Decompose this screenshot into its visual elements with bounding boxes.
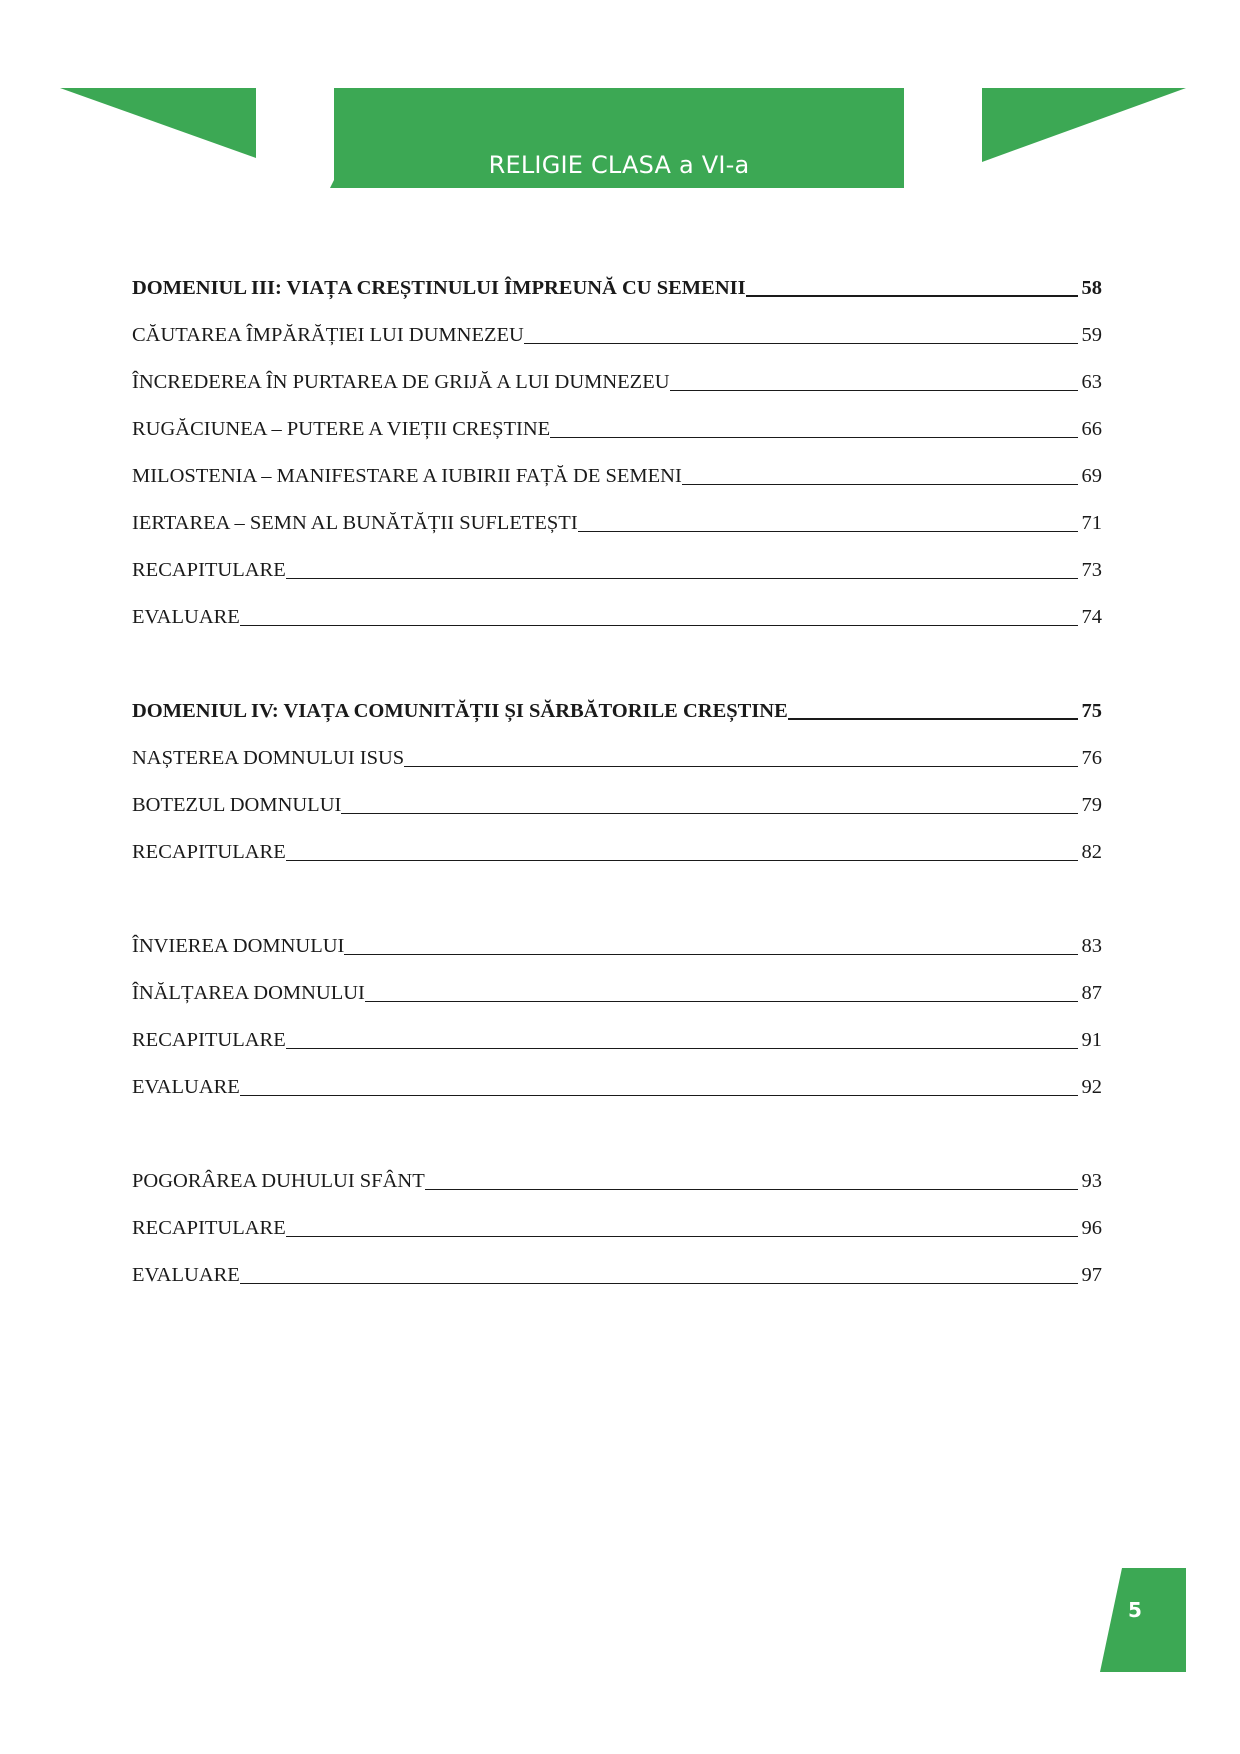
header-right-wedge — [982, 88, 1186, 162]
toc-page-number: 74 — [1081, 606, 1102, 628]
toc-page-number: 66 — [1081, 418, 1102, 440]
toc-entry-title: RECAPITULARE — [132, 559, 286, 581]
toc-entry-title: EVALUARE — [132, 606, 240, 628]
toc-entry — [132, 959, 1102, 1006]
toc-leader-line — [578, 530, 1078, 532]
toc-page-number: 69 — [1081, 465, 1102, 487]
toc-leader-line — [341, 812, 1078, 814]
toc-leader-line — [788, 717, 1078, 720]
toc-entry-title: ÎNĂLȚAREA DOMNULUI — [132, 982, 365, 1004]
toc-entry — [132, 301, 1102, 348]
toc-entry-title: IERTAREA – SEMN AL BUNĂTĂȚII SUFLETEȘTI — [132, 512, 578, 534]
toc-page-number: 93 — [1081, 1170, 1102, 1192]
toc-page-number: 91 — [1081, 1029, 1102, 1051]
toc-entry — [132, 771, 1102, 818]
toc-domain-heading — [132, 677, 1102, 724]
toc-entry-title: ÎNCREDEREA ÎN PURTAREA DE GRIJĂ A LUI DUMNEZEU — [132, 371, 670, 393]
toc-section — [132, 677, 1102, 865]
toc-page-number: 97 — [1081, 1264, 1102, 1286]
toc-entry — [132, 1241, 1102, 1288]
toc-section — [132, 1147, 1102, 1288]
toc-entry-title: RUGĂCIUNEA – PUTERE A VIEȚII CREȘTINE — [132, 418, 551, 440]
toc-section — [132, 912, 1102, 1100]
toc-entry — [132, 348, 1102, 395]
toc-leader-line — [286, 859, 1078, 861]
page-number: 5 — [1128, 1598, 1142, 1622]
toc-page-number: 79 — [1081, 794, 1102, 816]
toc-entry — [132, 912, 1102, 959]
toc-page-number: 76 — [1081, 747, 1102, 769]
toc-page-number: 83 — [1081, 935, 1102, 957]
toc-leader-line — [344, 953, 1078, 955]
toc-entry-title: RECAPITULARE — [132, 1029, 286, 1051]
toc-entry-title: RECAPITULARE — [132, 1217, 286, 1239]
toc-entry-title: BOTEZUL DOMNULUI — [132, 794, 342, 816]
toc-leader-line — [240, 1282, 1078, 1284]
toc-leader-line — [240, 1094, 1078, 1096]
toc-page-number: 63 — [1081, 371, 1102, 393]
toc-entry — [132, 583, 1102, 630]
toc-entry — [132, 1053, 1102, 1100]
toc-entry-title: EVALUARE — [132, 1264, 240, 1286]
toc-entry — [132, 489, 1102, 536]
toc-page-number: 82 — [1081, 841, 1102, 863]
toc-page-number: 58 — [1081, 277, 1102, 299]
toc-entry-title: DOMENIUL III: VIAȚA CREȘTINULUI ÎMPREUNĂ CU SEMENII — [132, 277, 746, 299]
toc-domain-heading — [132, 254, 1102, 301]
toc-leader-line — [670, 389, 1078, 391]
toc-entry — [132, 395, 1102, 442]
toc-entry — [132, 1147, 1102, 1194]
toc-leader-line — [682, 483, 1078, 485]
toc-page-number: 87 — [1081, 982, 1102, 1004]
toc-page-number: 71 — [1081, 512, 1102, 534]
toc-leader-line — [286, 577, 1078, 579]
toc-leader-line — [365, 1000, 1078, 1002]
toc-leader-line — [425, 1188, 1078, 1190]
toc-leader-line — [746, 294, 1078, 297]
page-header-title: RELIGIE CLASA a VI-a — [488, 151, 750, 179]
toc-entry — [132, 442, 1102, 489]
toc-entry — [132, 724, 1102, 771]
toc-entry — [132, 1194, 1102, 1241]
toc-leader-line — [550, 436, 1078, 438]
toc-entry-title: EVALUARE — [132, 1076, 240, 1098]
toc-entry-title: NAȘTEREA DOMNULUI ISUS — [132, 747, 405, 769]
toc-entry-title: ÎNVIEREA DOMNULUI — [132, 935, 345, 957]
toc-leader-line — [286, 1047, 1078, 1049]
toc-entry-title: DOMENIUL IV: VIAȚA COMUNITĂȚII ȘI SĂRBĂTORILE CREȘTINE — [132, 700, 788, 722]
toc-entry-title: MILOSTENIA – MANIFESTARE A IUBIRII FAȚĂ DE SEMENI — [132, 465, 682, 487]
toc-section — [132, 254, 1102, 630]
header-left-wedge — [60, 88, 256, 158]
toc-entry-title: RECAPITULARE — [132, 841, 286, 863]
toc-entry-title: CĂUTAREA ÎMPĂRĂȚIEI LUI DUMNEZEU — [132, 324, 524, 346]
toc-entry — [132, 818, 1102, 865]
toc-entry — [132, 1006, 1102, 1053]
toc-leader-line — [286, 1235, 1078, 1237]
table-of-contents — [132, 254, 1102, 1335]
toc-page-number: 92 — [1081, 1076, 1102, 1098]
toc-entry — [132, 536, 1102, 583]
toc-page-number: 73 — [1081, 559, 1102, 581]
toc-page-number: 59 — [1081, 324, 1102, 346]
toc-page-number: 75 — [1081, 700, 1102, 722]
toc-leader-line — [524, 342, 1078, 344]
toc-leader-line — [240, 624, 1078, 626]
toc-entry-title: POGORÂREA DUHULUI SFÂNT — [132, 1170, 425, 1192]
toc-leader-line — [404, 765, 1078, 767]
toc-page-number: 96 — [1081, 1217, 1102, 1239]
